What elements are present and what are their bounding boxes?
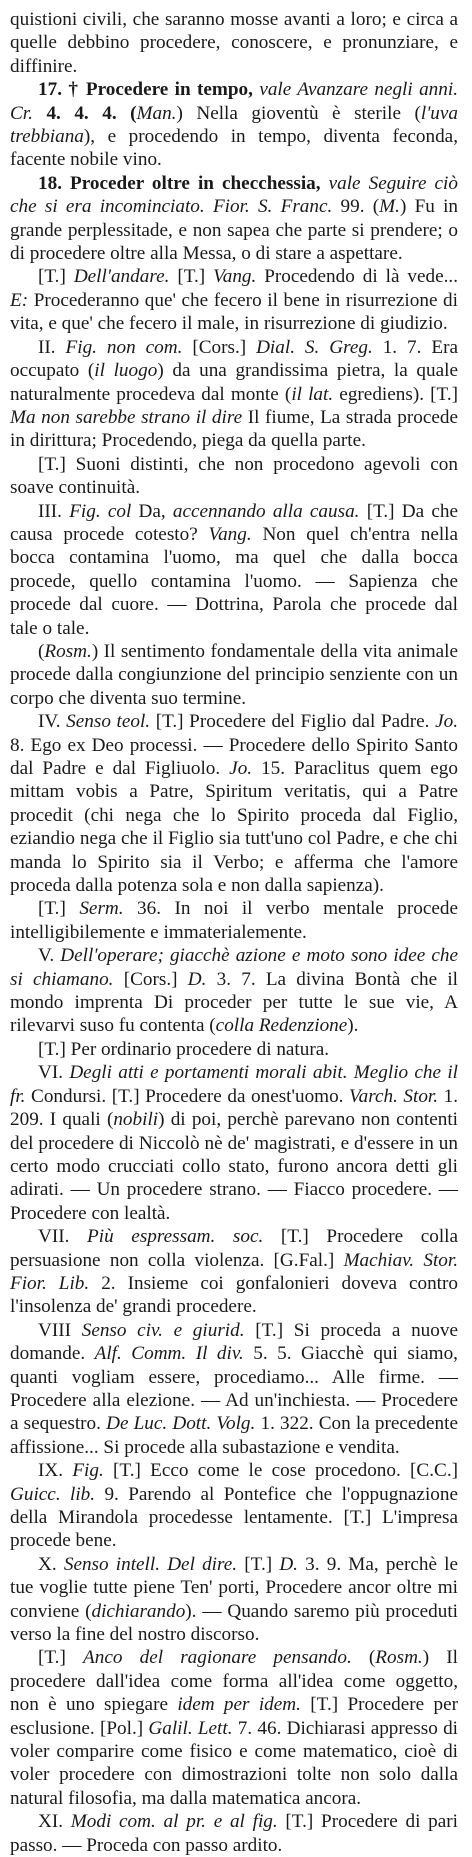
italic-text: Vang. xyxy=(208,523,263,545)
entry-text: ). — Quando saremo più proceduti verso la fine del nostro discorso. xyxy=(10,1600,458,1646)
dictionary-entry xyxy=(10,640,458,710)
entry-text: [T.] xyxy=(244,1553,280,1575)
entry-text: ( xyxy=(368,1647,376,1669)
italic-text: Ma non sarebbe strano il dire xyxy=(10,406,248,428)
entry-text: [Cors.] xyxy=(192,336,257,358)
italic-text: accennando alla causa. xyxy=(172,500,367,522)
italic-text: Guicc. lib. xyxy=(10,1483,105,1505)
entry-text: ), e procedendo in tempo, diventa feconda, facente nobile vino. xyxy=(10,126,458,171)
entry-text: Il fiume, La strada procede in dirittura; Procedendo, piega da quella parte. xyxy=(10,406,458,452)
italic-text: Man. xyxy=(136,102,177,124)
dictionary-entry xyxy=(10,265,458,335)
entry-text: 8. Ego ex Deo processi. — Procedere dello Spirito Santo dal Padre e dal Figliuolo. xyxy=(10,734,458,779)
italic-text: Più espressam. soc. xyxy=(87,1226,281,1248)
italic-text: nobili xyxy=(113,1109,159,1131)
entry-text: 1. 7. Era occupato ( xyxy=(10,336,458,382)
entry-text: Da, xyxy=(138,500,173,522)
entry-text: [T.] Ecco come le cose procedono. [C.C.] xyxy=(113,1460,458,1482)
dictionary-entry xyxy=(10,1225,458,1319)
entry-text: 2. Insieme coi gonfalonieri doveva contro l'insolenza de' grandi procedere. xyxy=(10,1272,458,1318)
italic-text: vale Avanzare negli anni. Cr. xyxy=(10,79,458,124)
italic-text: Rosm. xyxy=(375,1647,423,1669)
entry-text: 1. 322. Con la precedente affissione... Si procede alla subastazione e vendita. xyxy=(10,1413,458,1458)
italic-text: Vang. xyxy=(213,266,265,288)
entry-text: Procedendo di là vede... xyxy=(264,266,459,288)
italic-text: Rosm. xyxy=(44,640,92,662)
dictionary-entry xyxy=(10,944,458,1038)
entry-text: [T.] Da che causa procede cotesto? xyxy=(10,500,458,545)
entry-text: [T.] Suoni distinti, che non procedono agevoli con soave continuità. xyxy=(10,453,458,499)
entry-text: ) Il procedere dall'idea come forma all'idea come oggetto, non è uno spiegare xyxy=(10,1647,458,1716)
entry-text: 3. 7. La divina Bontà che il mondo imprenta Di proceder per tutte le sue vie, A rilevarvi suso fu contenta ( xyxy=(10,968,458,1037)
entry-text: VI. xyxy=(38,1062,70,1084)
entry-text: Condursi. [T.] Procedere da onest'uomo. xyxy=(31,1085,350,1107)
dictionary-entry xyxy=(10,897,458,944)
dictionary-entry xyxy=(10,1038,458,1061)
dictionary-entry xyxy=(10,336,458,453)
dictionary-entry xyxy=(10,1061,458,1225)
italic-text: Anco del ragionare pensando. xyxy=(83,1647,369,1669)
entry-text: quistioni civili, che saranno mosse avanti a loro; e circa a quelle debbino procedere, conoscere, e pronunziare, e diffinire. xyxy=(10,9,458,77)
entry-text: [T.] Procedere colla persuasione non colla violenza. [G.Fal.] xyxy=(10,1226,458,1271)
dictionary-entry xyxy=(10,1646,458,1810)
entry-text: 99. ( xyxy=(340,196,380,218)
entry-text: ( xyxy=(38,640,45,662)
entry-text: 7. 46. Dichiarasi appresso di voler comparire come fisico e come matematico, cioè di voler procedere con dimostrazioni tolte non solo dalla natural filosofia, ma dalla matematica ancora. xyxy=(10,1717,458,1809)
italic-text: colla Redenzione xyxy=(215,1015,348,1037)
italic-text: Dial. S. Greg. xyxy=(256,336,383,358)
italic-text: l'uva trebbiana xyxy=(10,102,458,148)
entry-text: ) Fu in grande perplessitade, e non sapea che parte si prendere; o di procedere oltre alla Messa, o di stare a aspettare. xyxy=(10,196,458,265)
entry-text: [T.] xyxy=(177,266,214,288)
entry-text: [T.] xyxy=(38,898,80,920)
italic-text: Senso teol. xyxy=(66,711,156,733)
entry-text: 9. Parendo al Pontefice che l'oppugnazione della Mirandola procedesse lentamente. [T.] L'impresa procede bene. xyxy=(10,1483,458,1552)
italic-text: idem per idem. xyxy=(177,1694,311,1716)
entry-text: 15. Paraclitus quem ego mittam vobis a Patre, Spiritum veritatis, qui a Patre procedit (chi nega che lo Spirito proceda dal Figlio, eziandio nega che il Figlio sia tutt'uno col Padre, e che chi manda lo Spirito sia il Verbo; e afferma che l'amore proceda dalla potenza sola e non dalla sapienza). xyxy=(10,758,458,897)
italic-text: vale Seguire ciò che si era incominciato. Fior. S. Franc. xyxy=(10,172,458,218)
entry-text: IX. xyxy=(38,1460,73,1482)
entry-text: X. xyxy=(38,1553,64,1575)
italic-text: D. xyxy=(187,968,217,990)
entry-text: ) Il sentimento fondamentale della vita animale procede dalla congiunzione del principio senziente con un corpo che diventa suo termine. xyxy=(10,640,458,709)
entry-text: Procederanno que' che fecero il bene in risurrezione di vita, e que' che fecero il male, in risurrezione di giudizio. xyxy=(10,289,458,335)
entry-text: ) Nella gioventù è sterile ( xyxy=(176,102,421,124)
dictionary-entry xyxy=(10,172,458,266)
italic-text: Fig. xyxy=(72,1460,114,1482)
italic-text: il lat. xyxy=(291,383,334,405)
italic-text: Degli atti e portamenti morali abit. Meglio che il fr. xyxy=(10,1062,458,1107)
italic-text: Dell'operare; giacchè azione e moto sono idee che si chiamano. xyxy=(10,945,458,990)
italic-text: D. xyxy=(279,1553,306,1575)
dictionary-entry xyxy=(10,500,458,640)
italic-text: Fig. non com. xyxy=(65,336,193,358)
entry-heading: 18. Proceder oltre in checchessia, xyxy=(38,172,329,194)
entry-text: [T.] Procedere per esclusione. [Pol.] xyxy=(10,1694,458,1739)
italic-text: Dell'andare. xyxy=(73,266,178,288)
entry-text: [T.] Procedere di pari passo. — Proceda con passo ardito. xyxy=(10,1811,458,1856)
entry-text: VII. xyxy=(38,1226,88,1248)
entry-text: Non quel ch'entra nella bocca contamina l'uomo, ma quel che dalla bocca procede, quello contamina l'uomo. — Sapienza che procede dal cuore. — Dottrina, Parola che procede dal tale o tale. xyxy=(10,523,459,639)
italic-text: De Luc. Dott. Volg. xyxy=(106,1413,261,1435)
italic-text: Modi com. al pr. e al fig. xyxy=(70,1811,286,1833)
dictionary-entry xyxy=(10,710,458,897)
italic-text: Jo. xyxy=(435,711,458,733)
italic-text: E: xyxy=(10,289,34,311)
entry-text: VIII xyxy=(38,1319,82,1341)
italic-text: Senso civ. e giurid. xyxy=(81,1319,256,1341)
dictionary-entry xyxy=(10,78,458,172)
entry-text: ) di poi, perchè parevano non contenti del procedere di Niccolò nè de' magistrati, e d'essere in un certo modo crucciati collo stato, furono ancora detti gli adirati. — Un procedere strano. — Fiacco procedere. — Procedere con lealtà. xyxy=(10,1109,458,1224)
italic-text: Jo. xyxy=(229,758,262,779)
entry-text: III. xyxy=(38,500,70,522)
italic-text: dichiarando xyxy=(91,1600,186,1622)
dictionary-entry xyxy=(10,1810,458,1857)
entry-text: [T.] Si proceda a nuove domande. xyxy=(10,1319,458,1365)
italic-text: Fig. col xyxy=(69,500,139,522)
entry-heading: 17. † Procedere in tempo, xyxy=(38,79,260,101)
italic-text: Serm. xyxy=(79,898,138,920)
italic-text: M. xyxy=(379,196,400,218)
entry-text: 1. 209. I quali ( xyxy=(10,1085,458,1131)
entry-text: [T.] Procedere del Figlio dal Padre. xyxy=(155,711,436,733)
dictionary-entry xyxy=(10,1459,458,1553)
entry-text: 36. In noi il verbo mentale procede intelligibilemente e immaterialemente. xyxy=(10,898,458,943)
dictionary-entry xyxy=(10,8,458,78)
entry-text: 3. 9. Ma, perchè le tue voglie tutte piene Ten' porti, Procedere ancor oltre mi conviene ( xyxy=(10,1553,459,1622)
entry-text: [T.] xyxy=(38,266,74,288)
entry-text: ) da una grandissima pietra, la quale naturalmente procedeva dal monte ( xyxy=(10,360,458,405)
entry-text: ). xyxy=(347,1015,359,1037)
entry-text: [T.] Per ordinario procedere di natura. xyxy=(38,1038,330,1060)
entry-text: IV. xyxy=(38,711,67,733)
entry-text: [T.] xyxy=(38,1647,84,1669)
entry-text: [Cors.] xyxy=(123,968,188,990)
dictionary-entry xyxy=(10,453,458,500)
italic-text: Machiav. Stor. Fior. Lib. xyxy=(10,1249,459,1294)
italic-text: Alf. Comm. Il div. xyxy=(94,1343,254,1365)
italic-text: Varch. Stor. xyxy=(349,1085,444,1107)
entry-text: XI. xyxy=(38,1811,71,1833)
dictionary-entry xyxy=(10,1553,458,1647)
italic-text: il luogo xyxy=(94,360,158,382)
entry-text: egrediens). [T.] xyxy=(333,383,459,405)
entry-text: II. xyxy=(38,336,66,358)
entry-heading: 4. 4. 4. ( xyxy=(46,102,137,124)
italic-text: Senso intell. Del dire. xyxy=(63,1553,245,1575)
dictionary-entry xyxy=(10,1319,458,1459)
italic-text: Galil. Lett. xyxy=(148,1717,238,1739)
entry-text: 5. 5. Giacchè qui siamo, quanti vogliam essere, procediamo... Alle firme. — Procedere alla elezione. — Ad un'inchiesta. — Procedere a sequestro. xyxy=(10,1343,458,1435)
entry-text: V. xyxy=(38,945,61,967)
